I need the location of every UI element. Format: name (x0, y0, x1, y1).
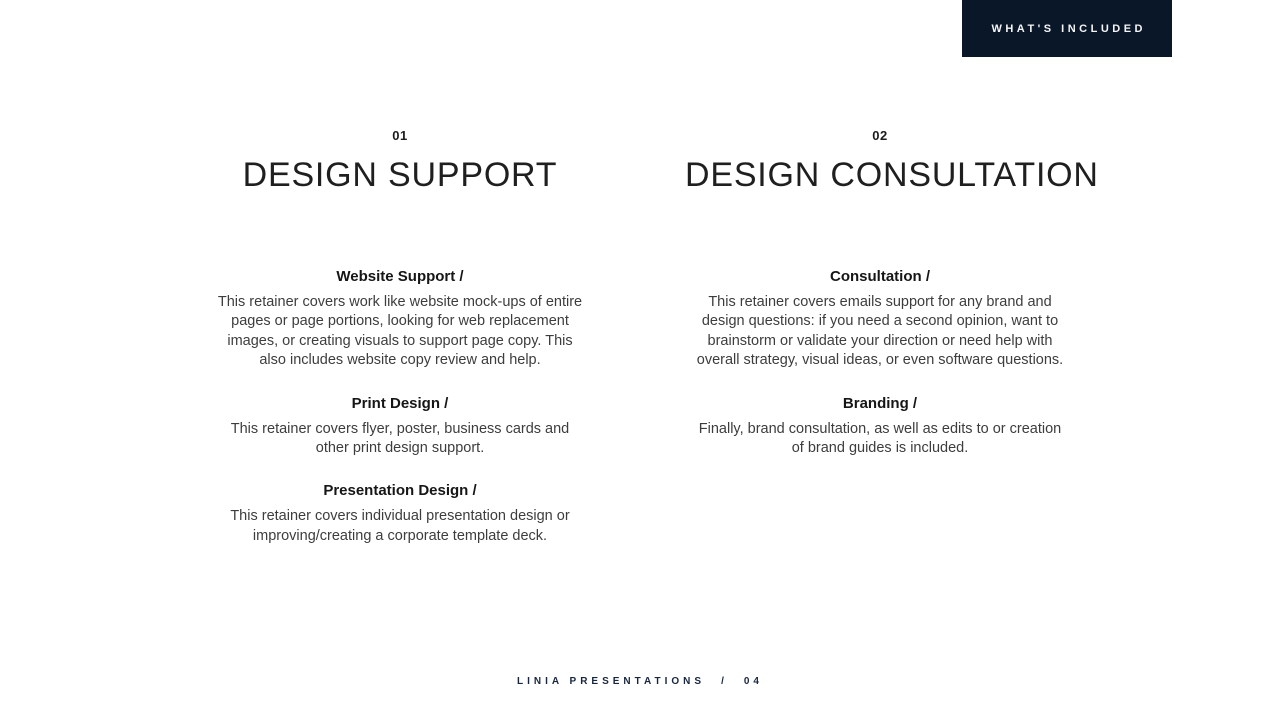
section-website-support (205, 268, 595, 371)
section-print-design (205, 395, 595, 459)
section-heading: Consultation / (830, 268, 930, 285)
section-body: This retainer covers work like website mock-ups of entire pages or page portions, looking for web replacement images, or creating visuals to support page copy. This also includes website copy review and help. (217, 294, 583, 369)
section-body: This retainer covers flyer, poster, business cards and other print design support. (230, 420, 570, 457)
section-branding (685, 395, 1075, 459)
section-body: This retainer covers emails support for any brand and design questions: if you need a second opinion, want to brainstorm or validate your direction or need help with overall strategy, visual ideas, or even software questions. (696, 294, 1064, 369)
column-sections (685, 268, 1075, 458)
footer-separator: / (721, 676, 728, 687)
section-heading: Branding / (842, 394, 918, 412)
section-presentation-design (205, 482, 595, 546)
whats-included-badge-label: WHAT'S INCLUDED (991, 22, 1146, 35)
column-design-support (205, 128, 595, 570)
section-consultation (685, 268, 1075, 371)
footer-brand: LINIA PRESENTATIONS (517, 676, 706, 687)
section-heading: Presentation Design / (323, 482, 477, 500)
column-sections (205, 268, 595, 546)
section-heading: Website Support / (336, 268, 464, 285)
section-heading: Print Design / (351, 394, 449, 412)
column-design-consultation (685, 128, 1099, 482)
section-body: Finally, brand consultation, as well as edits to or creation of brand guides is included. (698, 420, 1062, 457)
column-number: 01 (392, 128, 408, 143)
section-body: This retainer covers individual presentation design or improving/creating a corporate template deck. (230, 508, 570, 544)
column-title: DESIGN CONSULTATION (685, 156, 1099, 194)
column-title: DESIGN SUPPORT (242, 156, 558, 194)
footer (0, 676, 1280, 687)
footer-page-number: 04 (743, 676, 763, 687)
column-number: 02 (872, 128, 888, 143)
whats-included-badge (962, 0, 1172, 57)
